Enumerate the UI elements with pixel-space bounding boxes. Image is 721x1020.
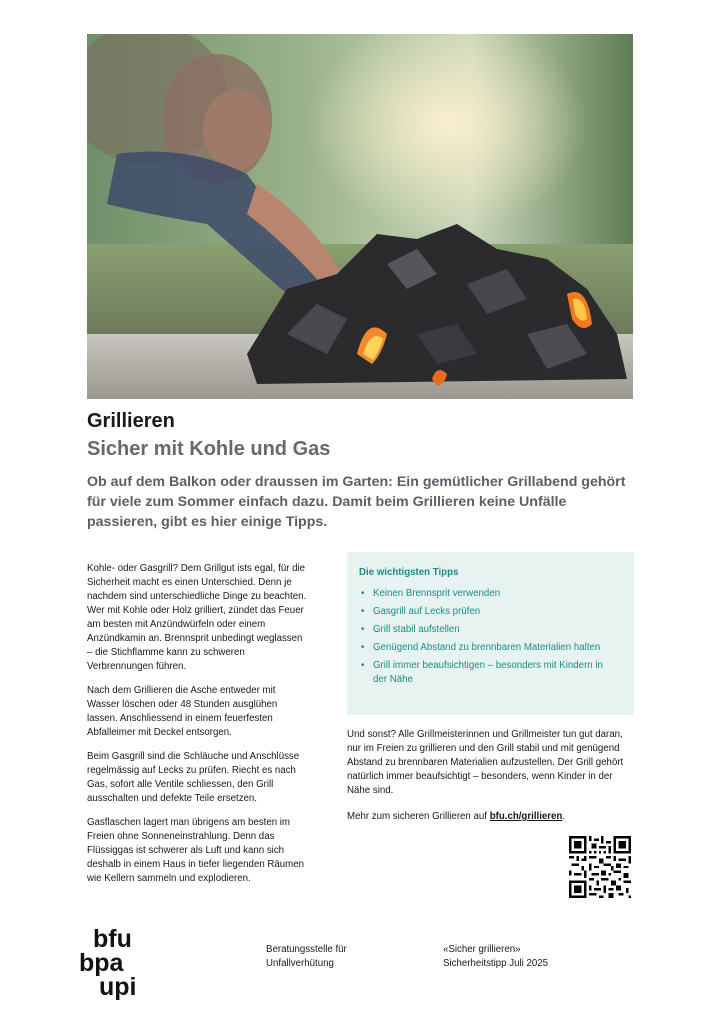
tip-item: • Genügend Abstand zu brennbaren Materialien halten — [359, 641, 614, 655]
lead-paragraph: Ob auf dem Balkon oder draussen im Garten: Ein gemütlicher Grillabend gehört für viele zum Sommer einfach dazu. Damit beim Grillieren keine Unfälle passieren, gibt es hier einige Tipps. — [87, 474, 626, 530]
logo-line: bpa — [79, 949, 124, 977]
logo-line: upi — [99, 973, 137, 1000]
more-info-line — [347, 810, 634, 824]
footer-org-line: Beratungsstelle für — [266, 944, 347, 955]
page-subtitle: Sicher mit Kohle und Gas — [87, 438, 331, 460]
logo-line: bfu — [93, 925, 132, 953]
right-column — [347, 728, 634, 836]
footer-publication — [443, 943, 548, 971]
left-column — [87, 562, 309, 896]
page-title: Grillieren — [87, 410, 175, 432]
qr-code-icon[interactable] — [569, 836, 631, 898]
more-info-link[interactable]: bfu.ch/grillieren — [489, 811, 563, 822]
tip-item: • Gasgrill auf Lecks prüfen — [359, 605, 614, 619]
grilling-charcoal-photo — [87, 34, 633, 399]
footer-org-line: Unfallverhütung — [266, 958, 334, 969]
tip-item: • Keinen Brennsprit verwenden — [359, 587, 614, 601]
more-info-suffix: . — [562, 811, 566, 822]
body-paragraph: Gasflaschen lagert man übrigens am besten im Freien ohne Sonneneinstrahlung. Denn das Flüssiggas ist schwerer als Luft und kann sich deshalb in einem Haus in tiefer liegenden Räumen wie Kellern sammeln und explodieren. — [87, 817, 305, 884]
bfu-logo — [79, 925, 159, 1000]
body-paragraph: Kohle- oder Gasgrill? Dem Grillgut ists egal, für die Sicherheit macht es einen Unterschied. Denn je nachdem sind unterschiedliche Dinge zu beachten. Wer mit Kohle oder Holz grilliert, zündet das Feuer am besten mit Anzündwürfeln oder einem Anzündkamin an. Brennsprit unbedingt weglassen – die Stichflamme kann zu schweren Verbrennungen führen. — [87, 563, 307, 672]
tips-box — [347, 552, 634, 715]
footer-pub-line: Sicherheitstipp Juli 2025 — [443, 958, 549, 969]
footer-pub-line: «Sicher grillieren» — [443, 944, 521, 955]
body-paragraph: Und sonst? Alle Grillmeisterinnen und Grillmeister tun gut daran, nur im Freien zu grillieren und den Grill stabil und mit genügend Abstand zu brennbaren Materialien aufzustellen. Der Grill gehört natürlich immer beaufsichtigt – besonders, wenn Kinder in der Nähe sind. — [347, 729, 624, 796]
tips-heading: Die wichtigsten Tipps — [359, 567, 459, 578]
body-paragraph: Beim Gasgrill sind die Schläuche und Anschlüsse regelmässig auf Lecks zu prüfen. Riecht es nach Gas, sofort alle Ventile schliessen, den Grill ausschalten und defekte Teile ersetzen. — [87, 751, 300, 804]
more-info-prefix: Mehr zum sicheren Grillieren auf — [347, 811, 490, 822]
footer-organization — [266, 943, 347, 971]
tip-item: • Grill immer beaufsichtigen – besonders mit Kindern in der Nähe — [359, 659, 614, 687]
tips-list — [359, 587, 614, 691]
body-paragraph: Nach dem Grillieren die Asche entweder mit Wasser löschen oder 48 Stunden ausglühen lassen. Anschliessend in einem feuerfesten Abfalleimer mit Deckel entsorgen. — [87, 685, 278, 738]
tip-item: • Grill stabil aufstellen — [359, 623, 614, 637]
